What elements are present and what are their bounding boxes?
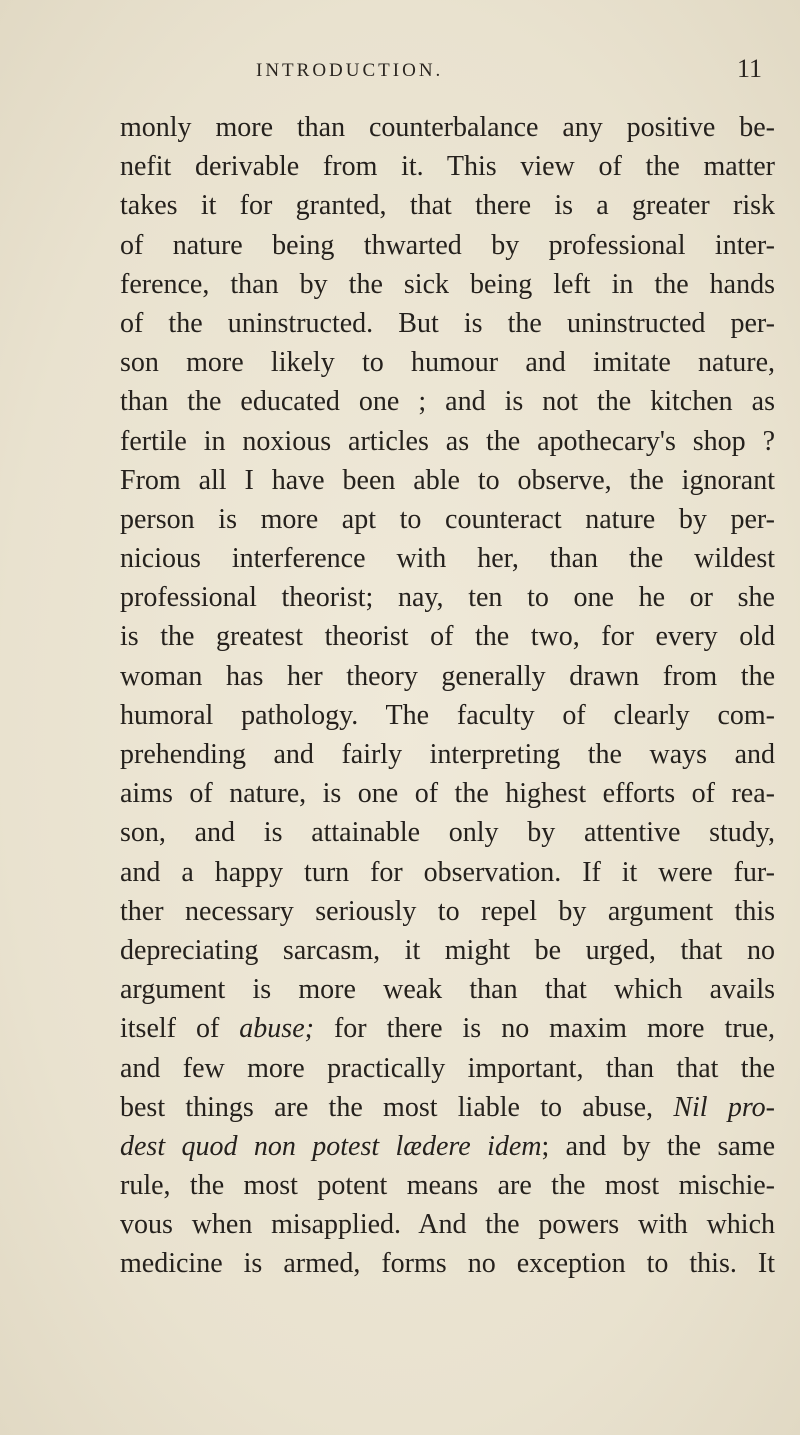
body-text xyxy=(120,108,775,1284)
text-line: takes it for granted, that there is a greater risk xyxy=(120,190,775,222)
page-header xyxy=(120,52,772,88)
text-line: of the uninstructed. But is the uninstructed per- xyxy=(120,307,775,339)
text-line: depreciating sarcasm, it might be urged, that no xyxy=(120,934,775,966)
text-line: monly more than counterbalance any positive be- xyxy=(120,112,775,143)
text-line: humoral pathology. The faculty of clearly com- xyxy=(120,699,775,731)
text-line: prehending and fairly interpreting the ways and xyxy=(120,739,775,770)
text-line: ther necessary seriously to repel by argument this xyxy=(120,895,775,927)
text-line: of nature being thwarted by professional inter- xyxy=(120,229,775,261)
page-number: 11 xyxy=(736,54,762,83)
text-line: medicine is armed, forms no exception to this. It xyxy=(120,1248,775,1280)
text-line-with-italic xyxy=(120,1009,775,1048)
text-line: vous when misapplied. And the powers with which xyxy=(120,1209,775,1241)
text-run: ; and by the same xyxy=(541,1130,775,1162)
text-line: nefit derivable from it. This view of the matter xyxy=(120,151,775,183)
text-line: is the greatest theorist of the two, for every old xyxy=(120,621,775,653)
italic-run: abuse; xyxy=(239,1013,314,1045)
text-line: argument is more weak than that which avails xyxy=(120,974,775,1006)
text-line: son more likely to humour and imitate nature, xyxy=(120,347,775,379)
text-line: and few more practically important, than that the xyxy=(120,1052,775,1084)
text-line: rule, the most potent means are the most mischie- xyxy=(120,1170,775,1202)
italic-run: Nil pro- xyxy=(673,1091,776,1123)
text-line: woman has her theory generally drawn from the xyxy=(120,660,775,692)
text-run: for there is no maxim more true, xyxy=(313,1013,775,1045)
text-line: From all I have been able to observe, the ignorant xyxy=(120,464,775,496)
italic-run: dest quod non potest lædere idem xyxy=(120,1130,542,1162)
text-line: ference, than by the sick being left in the hands xyxy=(120,268,775,300)
text-line: than the educated one ; and is not the kitchen as xyxy=(120,386,775,418)
text-line-with-italic xyxy=(120,1127,775,1166)
text-line: son, and is attainable only by attentive study, xyxy=(120,817,775,849)
text-run: best things are the most liable to abuse, xyxy=(120,1091,674,1123)
text-line: person is more apt to counteract nature by per- xyxy=(120,503,775,535)
text-line: and a happy turn for observation. If it were fur- xyxy=(120,856,775,888)
text-line-with-italic xyxy=(120,1088,775,1127)
text-line: aims of nature, is one of the highest efforts of rea- xyxy=(120,778,775,810)
text-line: fertile in noxious articles as the apothecary's shop ? xyxy=(120,425,775,457)
text-line: nicious interference with her, than the wildest xyxy=(120,543,775,575)
text-line: professional theorist; nay, ten to one he or she xyxy=(120,582,775,614)
running-head: INTRODUCTION. xyxy=(256,60,444,81)
text-run: itself of xyxy=(120,1013,240,1045)
